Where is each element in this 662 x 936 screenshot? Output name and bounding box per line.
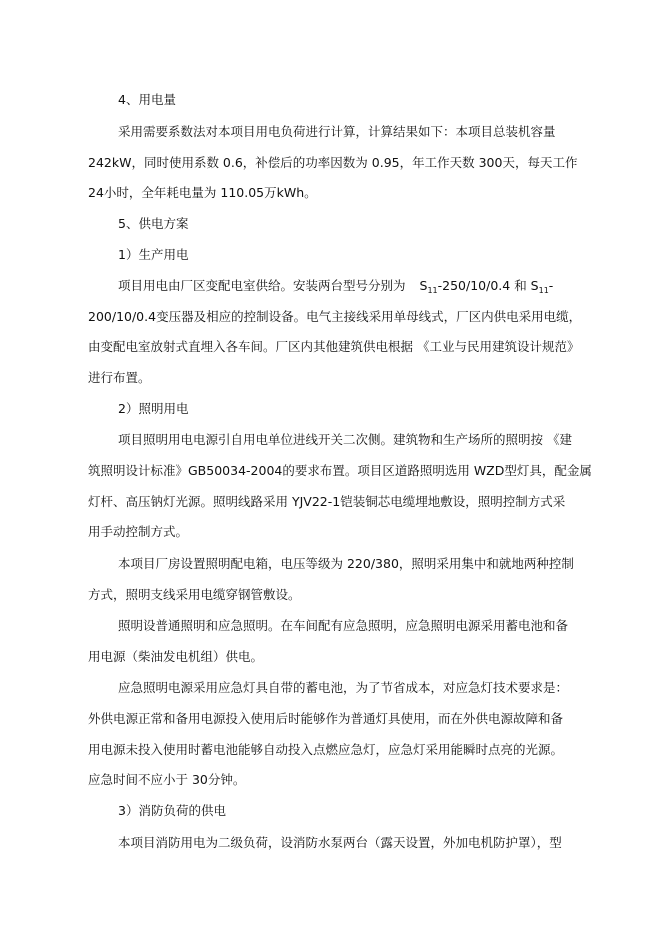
- paragraph-line: 24小时，全年耗电量为 110.05万kWh。: [88, 185, 317, 200]
- paragraph-line: 200/10/0.4变压器及相应的控制设备。电气主接线采用单母线式，厂区内供电采用电缆，: [88, 309, 582, 324]
- paragraph-line: 本项目消防用电为二级负荷，设消防水泵两台（露天设置，外加电机防护罩），型: [118, 835, 562, 850]
- paragraph-line: 应急照明电源采用应急灯具自带的蓄电池，为了节省成本，对应急灯技术要求是：: [118, 680, 569, 695]
- transformer-model-2: $S_{11}-$: [530, 278, 554, 295]
- transformer-model-1: $S_{11}-250/10/0.4$ 和: [419, 278, 531, 295]
- paragraph-line: 方式，照明支线采用电缆穿钢管敷设。: [88, 587, 301, 602]
- subheading-production-power: 1）生产用电: [118, 247, 189, 262]
- heading-power-supply-plan: 5、供电方案: [118, 216, 189, 231]
- paragraph-line: 用手动控制方式。: [88, 524, 189, 539]
- subheading-fire-load-power: 3）消防负荷的供电: [118, 803, 226, 818]
- paragraph-line: 用电源未投入使用时蓄电池能够自动投入点燃应急灯，应急灯采用能瞬时点亮的光源。: [88, 742, 564, 757]
- paragraph-line: 照明设普通照明和应急照明。在车间配有应急照明，应急照明电源采用蓄电池和备: [118, 618, 569, 633]
- paragraph-line: 项目用电由厂区变配电室供给。安装两台型号分别为 $S_{11}-250/10/0.4$ 和 $S_{11}-$: [118, 278, 554, 295]
- paragraph-line: 项目照明用电电源引自用电单位进线开关二次侧。建筑物和生产场所的照明按 《建: [118, 432, 572, 447]
- heading-electricity-consumption: 4、用电量: [118, 92, 176, 107]
- subheading-lighting-power: 2）照明用电: [118, 401, 189, 416]
- paragraph-line: 筑照明设计标准》GB50034-2004的要求布置。项目区道路照明选用 WZD型灯具，配金属: [88, 463, 592, 478]
- paragraph-line: 本项目厂房设置照明配电箱，电压等级为 220/380，照明采用集中和就地两种控制: [118, 556, 574, 571]
- paragraph-line: 由变配电室放射式直埋入各车间。厂区内其他建筑供电根据 《工业与民用建筑设计规范》: [88, 339, 580, 354]
- paragraph-line: 外供电源正常和备用电源投入使用后时能够作为普通灯具使用，而在外供电源故障和备: [88, 711, 564, 726]
- paragraph-line: 灯杆、高压钠灯光源。照明线路采用 YJV22-1铠装铜芯电缆埋地敷设，照明控制方式采: [88, 494, 566, 509]
- paragraph-line: 进行布置。: [88, 370, 151, 385]
- paragraph-line: 用电源（柴油发电机组）供电。: [88, 649, 264, 664]
- paragraph-line: 采用需要系数法对本项目用电负荷进行计算，计算结果如下：本项目总装机容量: [118, 124, 556, 139]
- paragraph-line: 242kW，同时使用系数 0.6，补偿后的功率因数为 0.95，年工作天数 300天，每天工作: [88, 155, 578, 170]
- paragraph-line: 应急时间不应小于 30分钟。: [88, 772, 246, 787]
